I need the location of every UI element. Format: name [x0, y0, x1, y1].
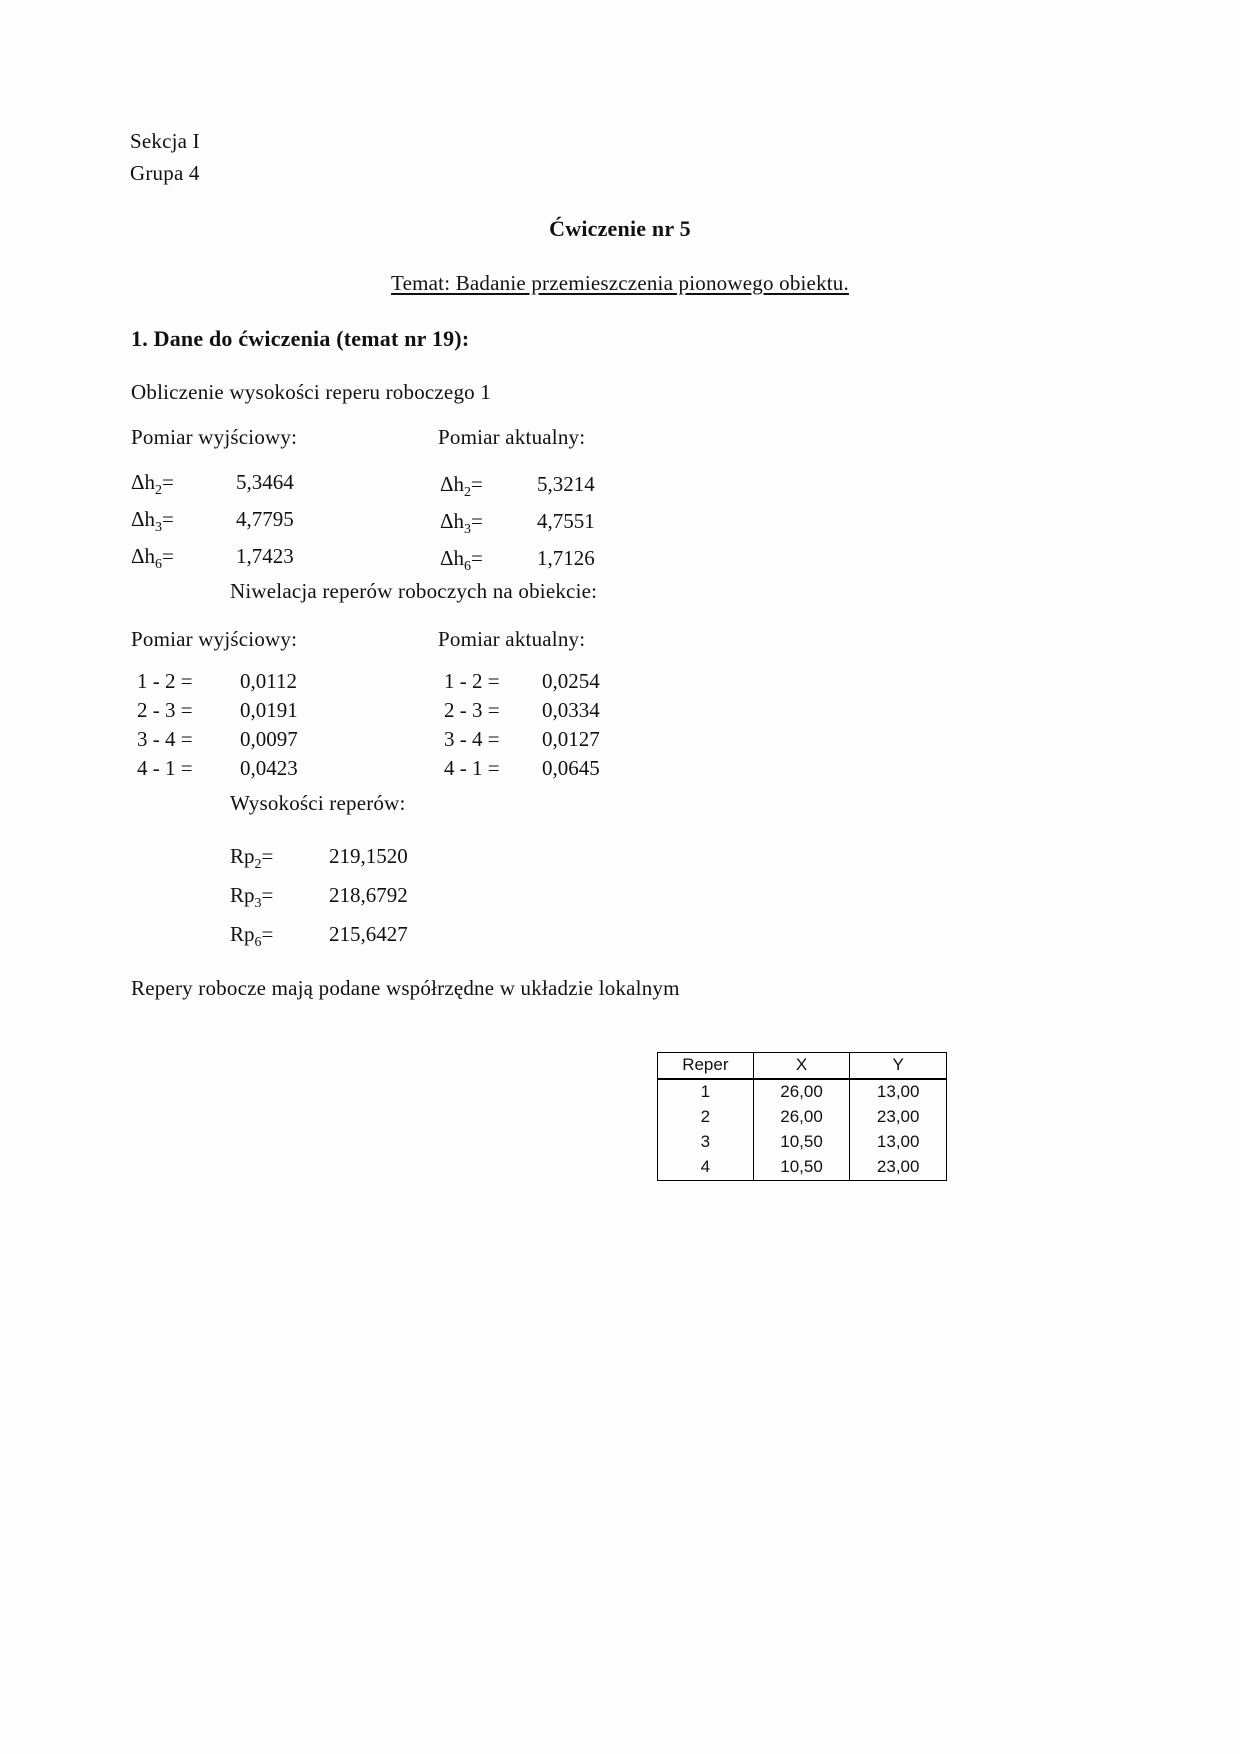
- page-title: Ćwiczenie nr 5: [549, 216, 691, 241]
- pair-row-value: 0,0191: [240, 698, 298, 722]
- table-row: [658, 1155, 947, 1181]
- cell-x: 26,00: [753, 1079, 850, 1105]
- pair-row-label: 1 - 2 =: [444, 669, 500, 693]
- pair-row-label: 2 - 3 =: [444, 698, 500, 722]
- cell-y: 13,00: [850, 1079, 947, 1105]
- header-group-line: Grupa 4: [130, 161, 200, 185]
- page-subtitle-text: Temat: Badanie przemieszczenia pionowego obiektu.: [391, 271, 849, 295]
- delta-h-current-list: [440, 470, 595, 582]
- column-header-x: X: [753, 1053, 850, 1080]
- delta-h-row-value: 4,7551: [537, 509, 595, 534]
- table-row: [658, 1130, 947, 1155]
- delta-h-row-label: $\Delta h_2=$: [440, 472, 483, 501]
- cell-reper: 1: [658, 1079, 754, 1105]
- cell-reper: 4: [658, 1155, 754, 1181]
- heights-label: Wysokości reperów:: [230, 791, 406, 815]
- delta-h-row-label: $\Delta h_6=$: [131, 544, 174, 573]
- table-row: [658, 1079, 947, 1105]
- cell-x: 10,50: [753, 1130, 850, 1155]
- levelling-label: Niwelacja reperów roboczych na obiekcie:: [230, 579, 598, 603]
- benchmark-row-value: 219,1520: [329, 844, 408, 868]
- delta-h-current-header: Pomiar aktualny:: [438, 425, 586, 449]
- delta-h-row-value: 4,7795: [236, 507, 294, 532]
- delta-h-row-value: 5,3214: [537, 472, 595, 496]
- delta-h-row-label: $\Delta h_2=$: [131, 470, 174, 499]
- page-subtitle: [0, 270, 1240, 296]
- pair-row-label: 4 - 1 =: [444, 756, 500, 780]
- pairs-current-header: Pomiar aktualny:: [438, 627, 586, 651]
- coordinates-table: [657, 1052, 947, 1181]
- benchmark-row-label: $Rp_2=$: [230, 844, 274, 873]
- pair-row-value: 0,0112: [240, 669, 297, 693]
- cell-reper: 3: [658, 1130, 754, 1155]
- cell-x: 26,00: [753, 1105, 850, 1130]
- calc-label: Obliczenie wysokości reperu roboczego 1: [131, 380, 492, 404]
- delta-h-initial-list: [131, 468, 294, 580]
- cell-y: 23,00: [850, 1155, 947, 1181]
- column-header-reper: Reper: [658, 1053, 754, 1080]
- benchmark-row-value: 215,6427: [329, 922, 408, 947]
- pair-row-label: 2 - 3 =: [137, 698, 193, 722]
- pair-row-value: 0,0645: [542, 756, 600, 780]
- pair-row-label: 1 - 2 =: [137, 669, 193, 693]
- delta-h-row-value: 1,7126: [537, 546, 595, 571]
- table-header-row: [658, 1053, 947, 1080]
- delta-h-row-value: 1,7423: [236, 544, 294, 569]
- pair-row-label: 3 - 4 =: [444, 727, 500, 751]
- pair-row-value: 0,0423: [240, 756, 298, 780]
- table-row: [658, 1105, 947, 1130]
- pair-row-label: 4 - 1 =: [137, 756, 193, 780]
- delta-h-row-label: $\Delta h_6=$: [440, 546, 483, 575]
- benchmark-row-value: 218,6792: [329, 883, 408, 908]
- section-1-heading: 1. Dane do ćwiczenia (temat nr 19):: [131, 326, 470, 351]
- pairs-current-list: [444, 667, 600, 783]
- cell-x: 10,50: [753, 1155, 850, 1181]
- cell-y: 13,00: [850, 1130, 947, 1155]
- delta-h-initial-header: Pomiar wyjściowy:: [131, 425, 298, 449]
- pair-row-value: 0,0127: [542, 727, 600, 751]
- header-section-line: Sekcja I: [130, 129, 200, 153]
- delta-h-row-label: $\Delta h_3=$: [131, 507, 174, 536]
- pairs-initial-header: Pomiar wyjściowy:: [131, 627, 298, 651]
- pairs-initial-list: [137, 667, 298, 783]
- pair-row-label: 3 - 4 =: [137, 727, 193, 751]
- pair-row-value: 0,0254: [542, 669, 600, 693]
- cell-y: 23,00: [850, 1105, 947, 1130]
- pair-row-value: 0,0334: [542, 698, 600, 722]
- delta-h-row-label: $\Delta h_3=$: [440, 509, 483, 538]
- benchmark-row-label: $Rp_3=$: [230, 883, 274, 912]
- coords-sentence: Repery robocze mają podane współrzędne w układzie lokalnym: [131, 976, 680, 1000]
- benchmark-row-label: $Rp_6=$: [230, 922, 274, 951]
- column-header-y: Y: [850, 1053, 947, 1080]
- cell-reper: 2: [658, 1105, 754, 1130]
- delta-h-row-value: 5,3464: [236, 470, 294, 494]
- benchmark-heights-list: [230, 841, 408, 959]
- pair-row-value: 0,0097: [240, 727, 298, 751]
